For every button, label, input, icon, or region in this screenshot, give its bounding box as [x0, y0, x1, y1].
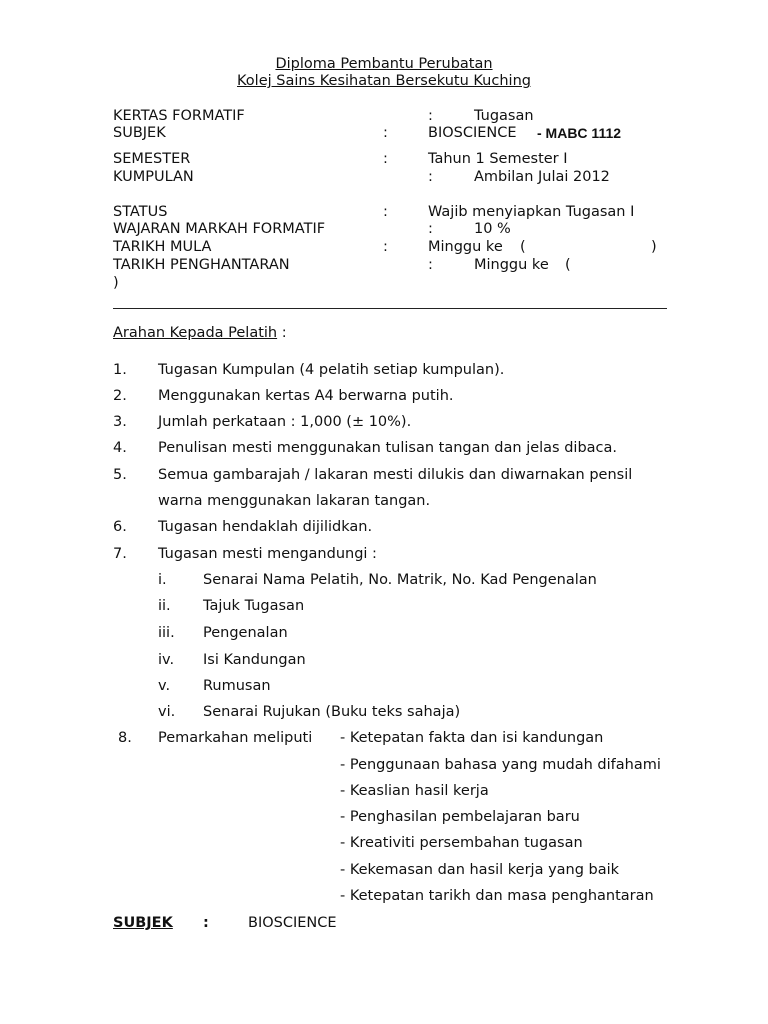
item-text: Penulisan mesti menggunakan tulisan tangan dan jelas dibaca. [158, 440, 618, 456]
paren-close: ) [651, 239, 657, 255]
criterion: - Penggunaan bahasa yang mudah difahami [340, 757, 661, 773]
subitem-number: iii. [158, 625, 175, 641]
paren-open: ( [565, 257, 571, 273]
item-number: 3. [113, 414, 127, 430]
field-label: TARIKH PENGHANTARAN [113, 257, 290, 273]
field-colon: : [428, 221, 433, 237]
field-value: Tugasan [474, 108, 534, 124]
field-value: Tahun 1 Semester I [428, 151, 568, 167]
item-text: Pemarkahan meliputi [158, 730, 313, 746]
title-line2: Kolej Sains Kesihatan Bersekutu Kuching [237, 73, 531, 89]
subitem-text: Pengenalan [203, 625, 288, 641]
item-number: 6. [113, 519, 127, 535]
item-text: Semua gambarajah / lakaran mesti dilukis dan diwarnakan pensil [158, 467, 633, 483]
subject-code: - MABC 1112 [537, 125, 622, 141]
field-label: KUMPULAN [113, 169, 194, 185]
title-line1: Diploma Pembantu Perubatan [275, 56, 493, 72]
field-label: TARIKH MULA [113, 239, 212, 255]
field-label: WAJARAN MARKAH FORMATIF [113, 221, 326, 237]
item-text: Menggunakan kertas A4 berwarna putih. [158, 388, 454, 404]
field-colon: : [383, 151, 388, 167]
item-number: 7. [113, 546, 127, 562]
subitem-number: iv. [158, 652, 175, 668]
subitem-text: Senarai Rujukan (Buku teks sahaja) [203, 704, 461, 720]
subitem-text: Senarai Nama Pelatih, No. Matrik, No. Kad Pengenalan [203, 572, 597, 588]
paren-close: ) [113, 275, 119, 291]
field-value: 10 % [474, 221, 511, 237]
field-value: Minggu ke [428, 239, 503, 255]
item-number: 5. [113, 467, 127, 483]
field-colon: : [383, 125, 388, 141]
subitem-text: Isi Kandungan [203, 652, 306, 668]
field-value: BIOSCIENCE [428, 125, 517, 141]
footer-value: BIOSCIENCE [248, 915, 337, 931]
item-text: Jumlah perkataan : 1,000 (± 10%). [158, 414, 412, 430]
field-colon: : [383, 239, 388, 255]
item-text-cont: warna menggunakan lakaran tangan. [158, 493, 431, 509]
heading-text: Arahan Kepada Pelatih [113, 325, 278, 341]
footer-colon: : [203, 915, 209, 931]
field-label: KERTAS FORMATIF [113, 108, 245, 124]
heading-colon: : [281, 325, 287, 341]
field-label: SEMESTER [113, 151, 191, 167]
field-colon: : [428, 169, 433, 185]
item-text: Tugasan hendaklah dijilidkan. [158, 519, 373, 535]
instructions-heading [113, 324, 287, 342]
field-value: Wajib menyiapkan Tugasan I [428, 204, 635, 220]
field-colon: : [428, 108, 433, 124]
criterion: - Penghasilan pembelajaran baru [340, 809, 580, 825]
criterion: - Kreativiti persembahan tugasan [340, 835, 583, 851]
field-colon: : [383, 204, 388, 220]
item-text: Tugasan Kumpulan (4 pelatih setiap kumpulan). [158, 362, 505, 378]
field-value: Ambilan Julai 2012 [474, 169, 610, 185]
footer-label: SUBJEK [113, 915, 173, 931]
subitem-number: vi. [158, 704, 176, 720]
field-label: STATUS [113, 204, 168, 220]
item-number: 1. [113, 362, 127, 378]
criterion: - Ketepatan tarikh dan masa penghantaran [340, 888, 654, 904]
item-number: 8. [118, 730, 132, 746]
subitem-text: Rumusan [203, 678, 271, 694]
field-value: Minggu ke [474, 257, 549, 273]
subitem-number: ii. [158, 598, 171, 614]
item-number: 2. [113, 388, 127, 404]
subitem-number: v. [158, 678, 171, 694]
criterion: - Keaslian hasil kerja [340, 783, 489, 799]
field-label: SUBJEK [113, 125, 166, 141]
field-colon: : [428, 257, 433, 273]
subitem-text: Tajuk Tugasan [203, 598, 305, 614]
subitem-number: i. [158, 572, 167, 588]
divider [113, 308, 667, 309]
item-number: 4. [113, 440, 127, 456]
criterion: - Kekemasan dan hasil kerja yang baik [340, 862, 620, 878]
paren-open: ( [520, 239, 526, 255]
criterion: - Ketepatan fakta dan isi kandungan [340, 730, 604, 746]
item-text: Tugasan mesti mengandungi : [158, 546, 377, 562]
